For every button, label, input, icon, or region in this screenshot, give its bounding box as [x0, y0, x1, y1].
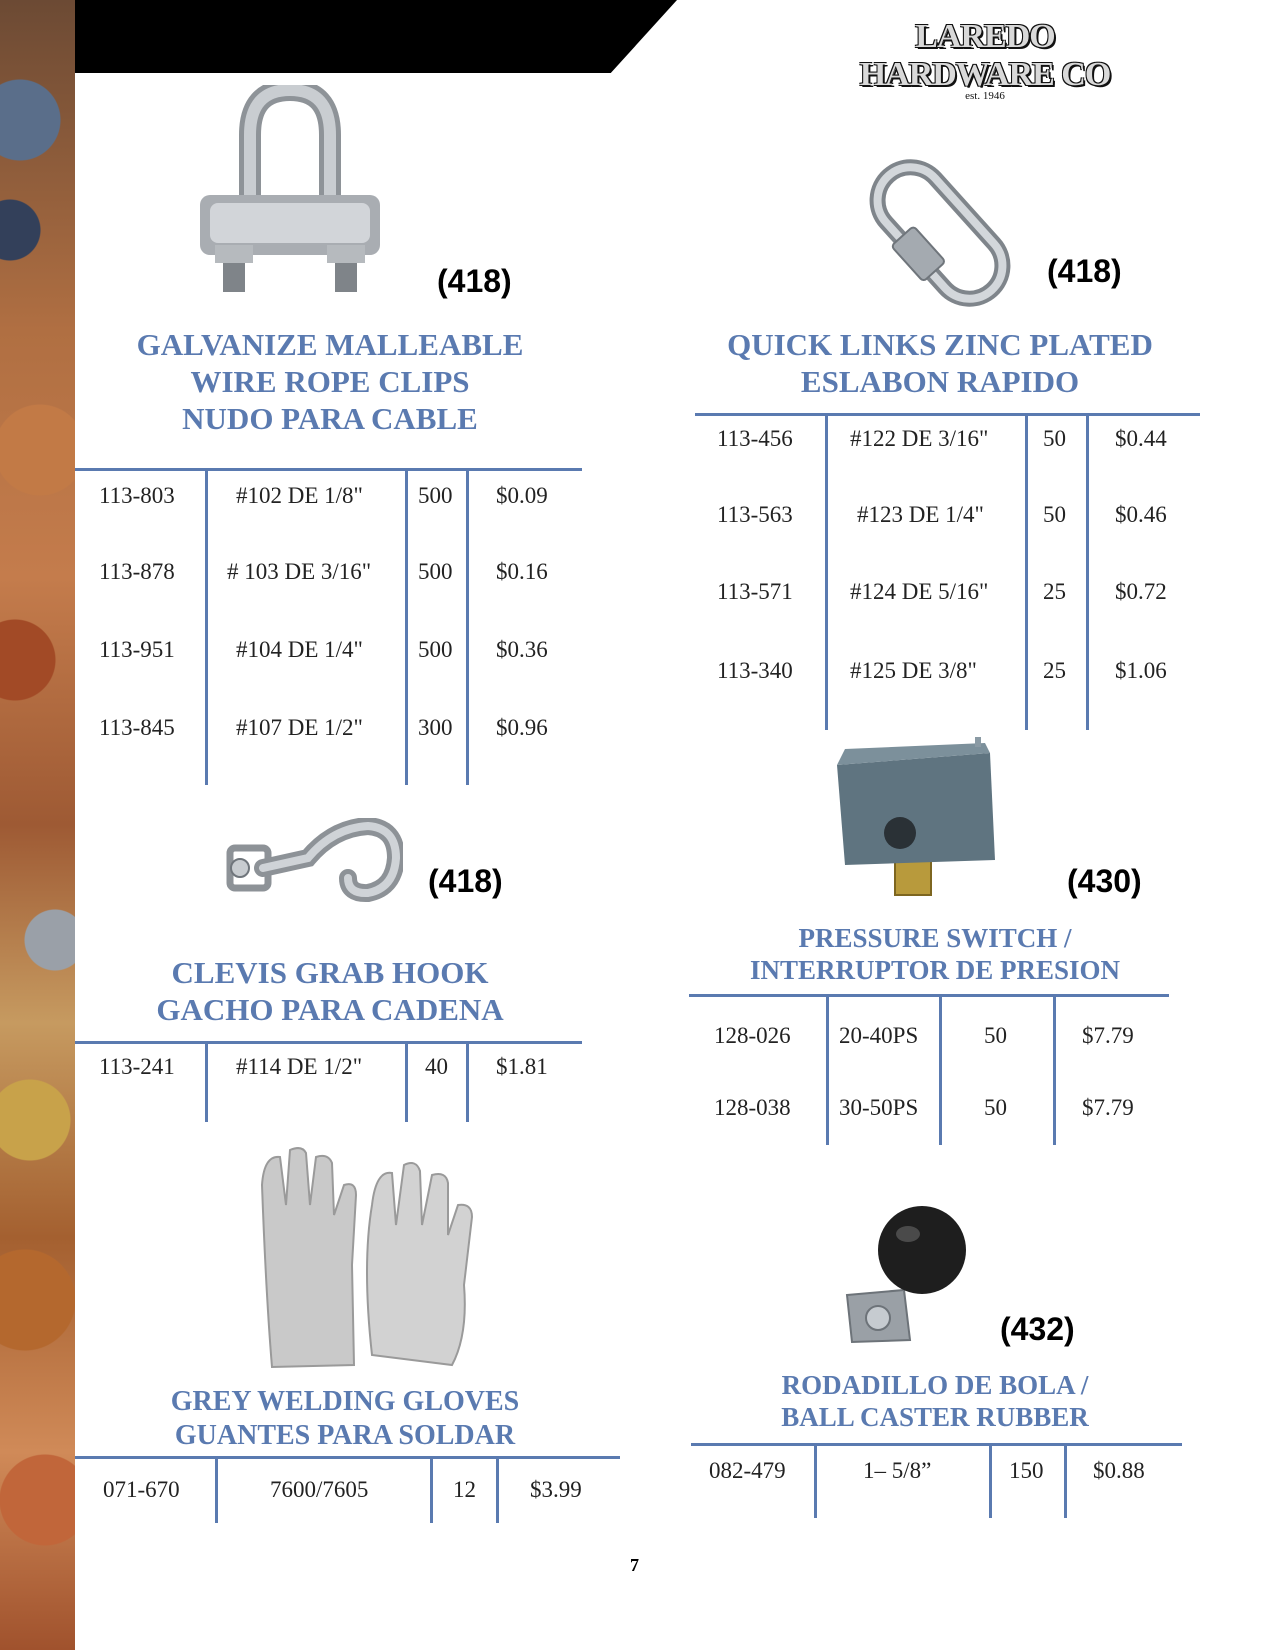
sku: 113-878 [99, 559, 175, 584]
section-1-title-line-2: ESLABON RAPIDO [800, 364, 1080, 400]
price: $0.96 [496, 715, 548, 740]
divider [1025, 416, 1028, 730]
price: $1.06 [1115, 658, 1167, 683]
price: $0.09 [496, 483, 548, 508]
sku: 082-479 [709, 1458, 786, 1483]
description: #124 DE 5/16" [850, 579, 989, 604]
section-4-title [100, 1385, 590, 1452]
logo-est: est. 1946 [965, 90, 1005, 102]
quantity: 500 [418, 637, 453, 662]
sku: 113-241 [99, 1054, 175, 1079]
quantity: 50 [984, 1023, 1007, 1048]
side-photo-strip [0, 0, 75, 1650]
quantity: 500 [418, 559, 453, 584]
section-0-title-line-2: WIRE ROPE CLIPS [190, 364, 470, 400]
divider [989, 1446, 992, 1518]
section-5-table [691, 1443, 1182, 1518]
section-1-code: (418) [1047, 253, 1122, 289]
price: $7.79 [1082, 1095, 1134, 1120]
divider [466, 471, 469, 785]
sku: 128-038 [714, 1095, 791, 1120]
section-4-title-line-2: GUANTES PARA SOLDAR [174, 1419, 516, 1451]
sku: 113-340 [717, 658, 793, 683]
sku: 113-845 [99, 715, 175, 740]
price: $0.44 [1115, 426, 1167, 451]
price: $7.79 [1082, 1023, 1134, 1048]
section-3-code: (430) [1067, 863, 1142, 899]
description: 20-40PS [839, 1023, 919, 1048]
section-2-title-line-2: GACHO PARA CADENA [156, 992, 504, 1028]
company-logo [845, 18, 1125, 102]
divider [1053, 997, 1056, 1145]
divider [215, 1459, 218, 1523]
section-3-title-line-1: PRESSURE SWITCH / [798, 923, 1072, 953]
section-0-table [75, 468, 582, 785]
sku: 113-951 [99, 637, 175, 662]
section-1-table [695, 413, 1200, 730]
divider [1086, 416, 1089, 730]
section-2-code: (418) [428, 863, 503, 899]
description: #122 DE 3/16" [850, 426, 989, 451]
quick-link-image [855, 148, 1025, 318]
price: $0.36 [496, 637, 548, 662]
description: 1– 5/8” [863, 1458, 932, 1483]
description: #114 DE 1/2" [236, 1054, 363, 1079]
quantity: 300 [418, 715, 453, 740]
price: $0.16 [496, 559, 548, 584]
section-5-code: (432) [1000, 1311, 1075, 1347]
divider [405, 1044, 408, 1122]
divider [405, 471, 408, 785]
price: $0.46 [1115, 502, 1167, 527]
quantity: 12 [453, 1477, 476, 1502]
section-2-title [75, 954, 585, 1028]
price: $1.81 [496, 1054, 548, 1079]
clevis-hook-image [218, 818, 403, 910]
description: #123 DE 1/4" [857, 502, 984, 527]
quantity: 40 [425, 1054, 448, 1079]
quantity: 150 [1009, 1458, 1044, 1483]
section-0-title [75, 326, 585, 438]
price: $3.99 [530, 1477, 582, 1502]
section-0-title-line-3: NUDO PARA CABLE [182, 401, 478, 437]
section-2-title-line-1: CLEVIS GRAB HOOK [171, 955, 489, 990]
divider [466, 1044, 469, 1122]
description: 7600/7605 [270, 1477, 369, 1502]
quantity: 50 [984, 1095, 1007, 1120]
description: #125 DE 3/8" [850, 658, 977, 683]
divider [826, 997, 829, 1145]
price: $0.88 [1093, 1458, 1145, 1483]
section-5-title-line-1: RODADILLO DE BOLA / [781, 1370, 1089, 1400]
quantity: 50 [1043, 426, 1066, 451]
sku: 113-563 [717, 502, 793, 527]
page-number: 7 [630, 1555, 639, 1575]
description: #104 DE 1/4" [236, 637, 363, 662]
sku: 113-803 [99, 483, 175, 508]
section-1-title-line-1: QUICK LINKS ZINC PLATED [727, 327, 1153, 362]
description: #107 DE 1/2" [236, 715, 363, 740]
section-4-title-line-1: GREY WELDING GLOVES [170, 1386, 520, 1417]
description: # 103 DE 3/16" [227, 559, 372, 584]
price: $0.72 [1115, 579, 1167, 604]
divider [825, 416, 828, 730]
sku: 113-571 [717, 579, 793, 604]
divider [205, 1044, 208, 1122]
section-3-title-line-2: INTERRUPTOR DE PRESION [749, 955, 1121, 986]
wire-rope-clip-image [195, 85, 385, 295]
header-bar [75, 0, 677, 73]
sku: 128-026 [714, 1023, 791, 1048]
divider [814, 1446, 817, 1518]
quantity: 25 [1043, 658, 1066, 683]
pressure-switch-image [825, 735, 1005, 905]
divider [496, 1459, 499, 1523]
section-3-title [690, 922, 1180, 987]
section-1-title [690, 326, 1190, 400]
section-0-title-line-1: GALVANIZE MALLEABLE [136, 327, 524, 362]
section-2-table [75, 1041, 582, 1122]
divider [205, 471, 208, 785]
divider [1064, 1446, 1067, 1518]
quantity: 25 [1043, 579, 1066, 604]
divider [430, 1459, 433, 1523]
section-0-code: (418) [437, 263, 512, 299]
description: #102 DE 1/8" [236, 483, 363, 508]
section-5-title [690, 1369, 1180, 1434]
section-3-table [689, 994, 1169, 1145]
quantity: 50 [1043, 502, 1066, 527]
quantity: 500 [418, 483, 453, 508]
ball-caster-image [842, 1200, 977, 1345]
welding-gloves-image [252, 1145, 492, 1375]
sku: 071-670 [103, 1477, 180, 1502]
logo-name: LAREDO HARDWARE CO [859, 18, 1111, 93]
divider [939, 997, 942, 1145]
section-5-title-line-2: BALL CASTER RUBBER [781, 1402, 1089, 1433]
sku: 113-456 [717, 426, 793, 451]
description: 30-50PS [839, 1095, 919, 1120]
section-4-table [75, 1456, 620, 1523]
